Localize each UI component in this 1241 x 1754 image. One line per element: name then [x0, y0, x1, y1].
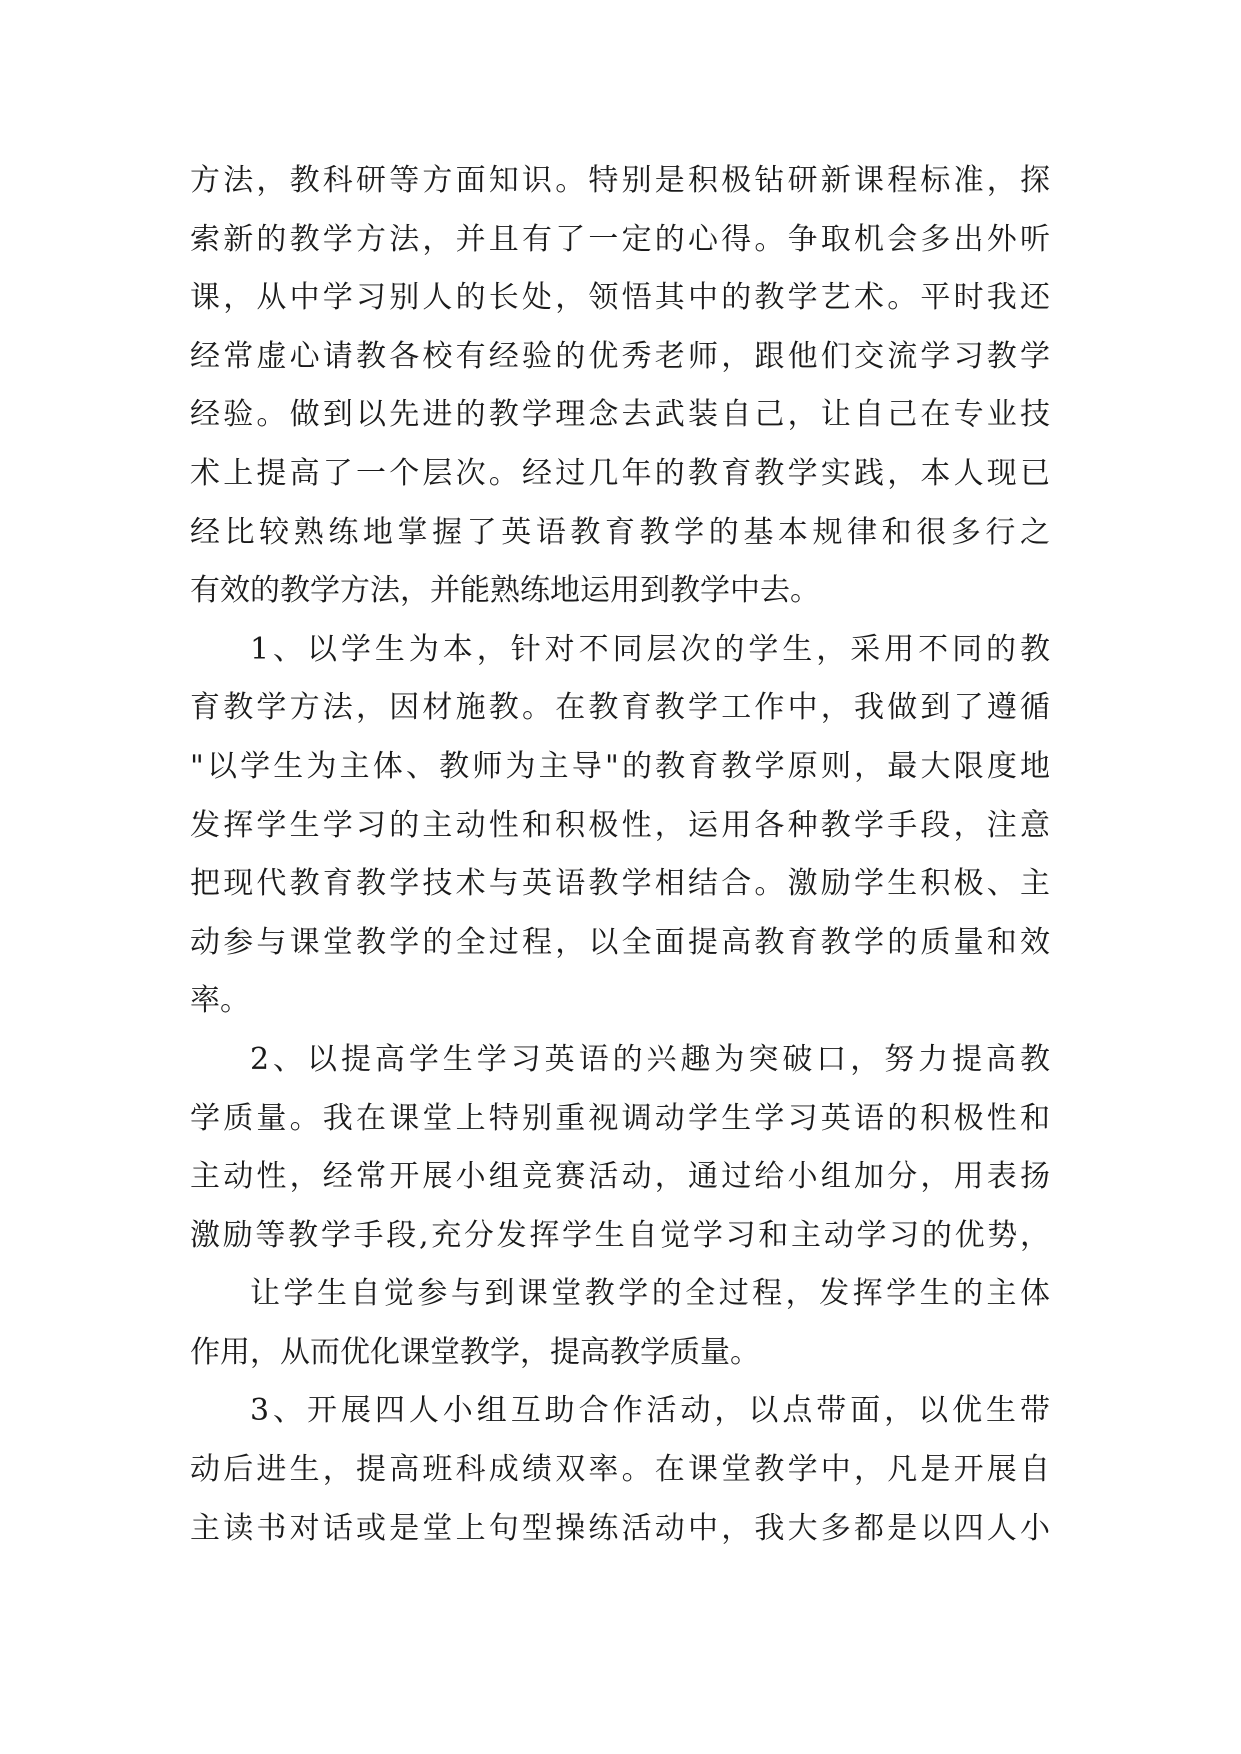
text-line: 1、以学生为本，针对不同层次的学生，采用不同的教: [250, 631, 1050, 667]
paragraph-2: [190, 621, 1050, 1031]
text-line: 育教学方法，因材施教。在教育教学工作中，我做到了遵循: [190, 690, 1050, 726]
paragraph-3: [190, 1031, 1050, 1265]
document-body: [190, 152, 1050, 1558]
text-line: 3、开展四人小组互助合作活动，以点带面，以优生带: [250, 1393, 1050, 1429]
text-line: 课，从中学习别人的长处，领悟其中的教学艺术。平时我还: [190, 280, 1050, 316]
text-line: 方法，教科研等方面知识。特别是积极钻研新课程标准，探: [190, 163, 1050, 198]
paragraph-1: [190, 152, 1050, 621]
paragraph-5: [190, 1382, 1050, 1558]
text-line: 动后进生，提高班科成绩双率。在课堂教学中，凡是开展自: [190, 1452, 1050, 1488]
text-line: 主动性，经常开展小组竞赛活动，通过给小组加分，用表扬: [190, 1159, 1050, 1195]
text-line: 学质量。我在课堂上特别重视调动学生学习英语的积极性和: [190, 1100, 1050, 1136]
text-line: 主读书对话或是堂上句型操练活动中，我大多都是以四人小: [190, 1510, 1050, 1546]
text-line: 有效的教学方法，并能熟练地运用到教学中去。: [190, 573, 820, 609]
text-line: 发挥学生学习的主动性和积极性，运用各种教学手段，注意: [190, 807, 1050, 843]
paragraph-4: [190, 1265, 1050, 1382]
text-line: "以学生为主体、教师为主导"的教育教学原则，最大限度地: [190, 748, 1050, 784]
text-line: 经比较熟练地掌握了英语教育教学的基本规律和很多行之: [190, 514, 1050, 550]
text-line: 率。: [190, 983, 250, 1019]
text-line: 2、以提高学生学习英语的兴趣为突破口，努力提高教: [250, 1041, 1050, 1077]
text-line: 把现代教育教学技术与英语教学相结合。激励学生积极、主: [190, 866, 1050, 902]
text-line: 动参与课堂教学的全过程，以全面提高教育教学的质量和效: [190, 924, 1050, 960]
text-line: 索新的教学方法，并且有了一定的心得。争取机会多出外听: [190, 221, 1050, 257]
text-line: 术上提高了一个层次。经过几年的教育教学实践，本人现已: [190, 455, 1050, 491]
text-line: 让学生自觉参与到课堂教学的全过程，发挥学生的主体: [250, 1276, 1050, 1312]
text-line: 激励等教学手段,充分发挥学生自觉学习和主动学习的优势，: [190, 1217, 1050, 1253]
text-line: 经常虚心请教各校有经验的优秀老师，跟他们交流学习教学: [190, 338, 1050, 374]
text-line: 作用，从而优化课堂教学，提高教学质量。: [190, 1334, 760, 1370]
text-line: 经验。做到以先进的教学理念去武装自己，让自己在专业技: [190, 397, 1050, 433]
